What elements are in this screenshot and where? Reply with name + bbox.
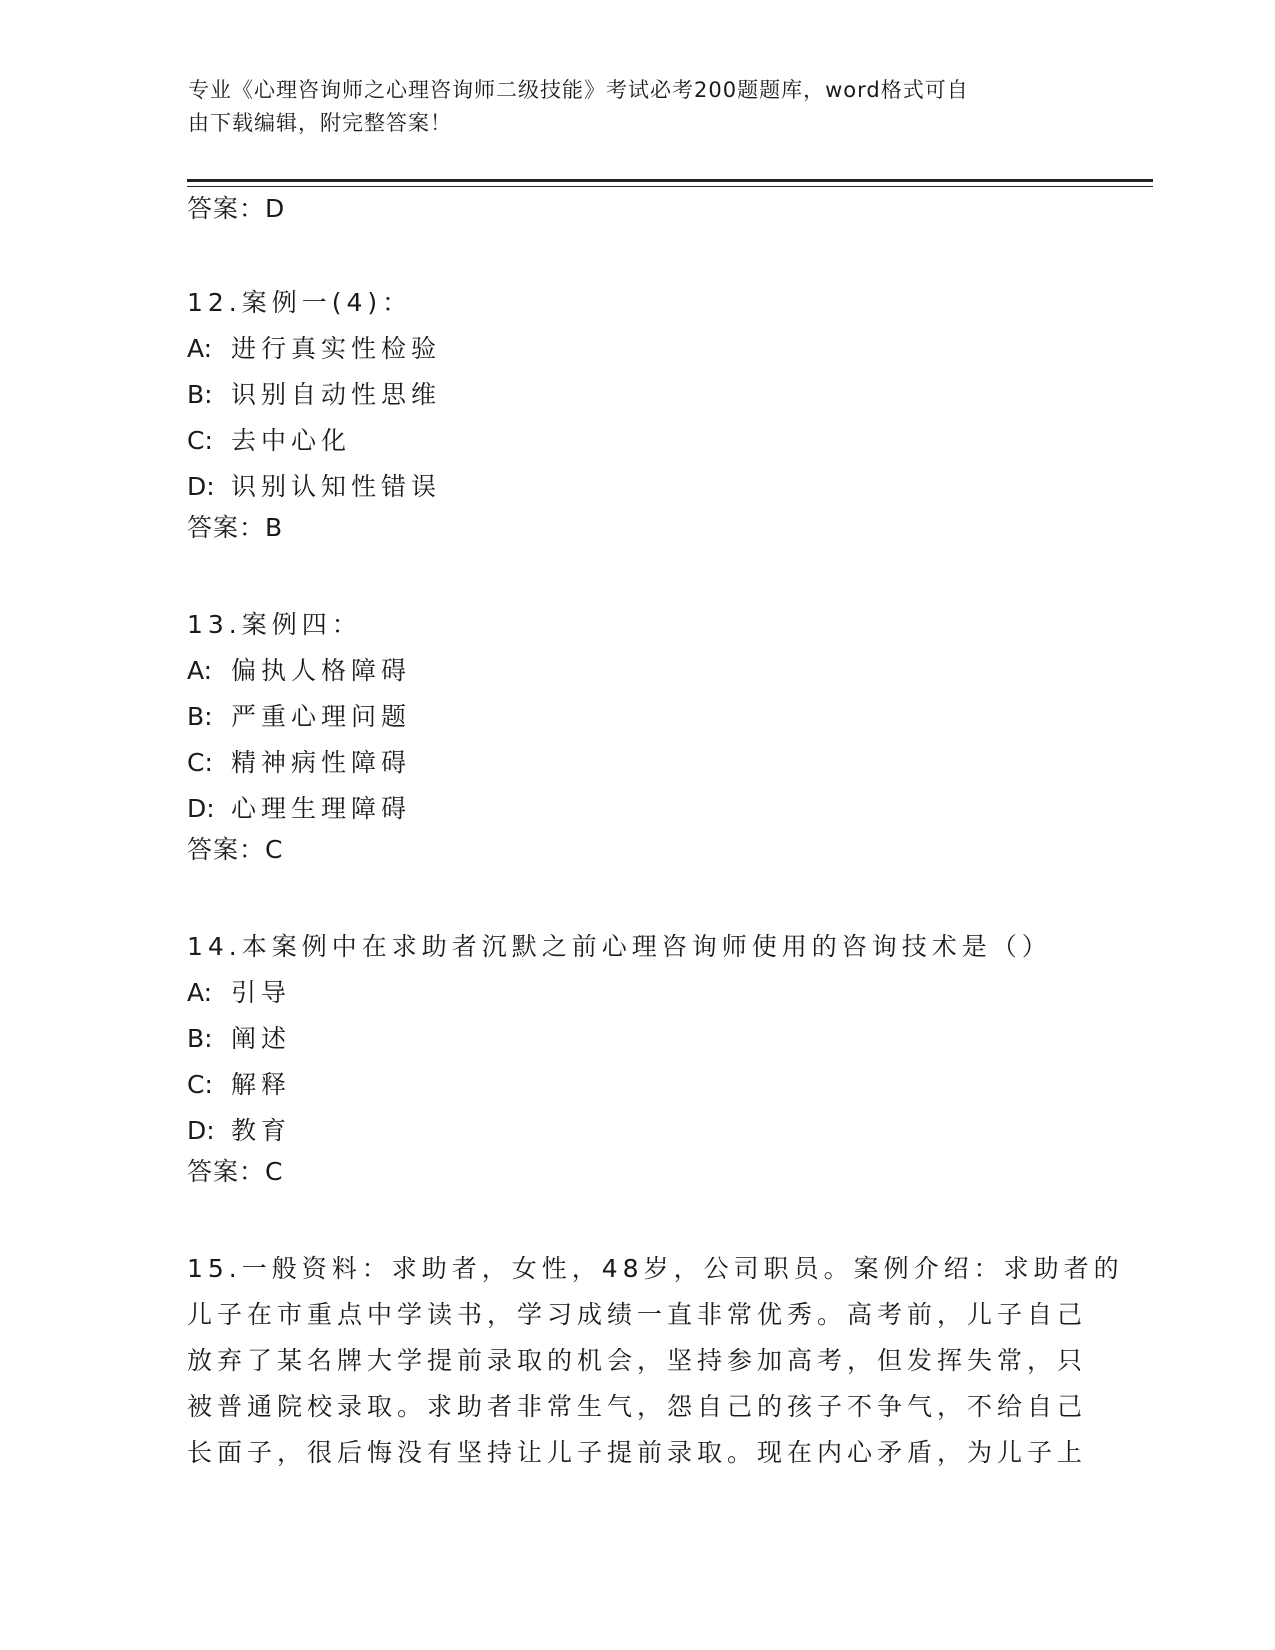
option-key: A: — [187, 656, 213, 685]
option-key: C: — [187, 426, 213, 455]
answer-line: 答案：C — [187, 1157, 284, 1186]
option-key: A: — [187, 978, 213, 1007]
option-a — [187, 970, 1087, 1016]
option-key: D: — [187, 1116, 215, 1145]
option-text: 解释 — [231, 1070, 292, 1099]
option-key: D: — [187, 794, 215, 823]
option-c — [187, 1062, 1087, 1108]
option-key: D: — [187, 472, 215, 501]
option-text: 引导 — [231, 978, 292, 1007]
option-d — [187, 464, 1087, 510]
header-line-2: 由下载编辑，附完整答案！ — [188, 111, 452, 135]
header-line-1: 专业《心理咨询师之心理咨询师二级技能》考试必考200题题库，word格式可自 — [188, 78, 969, 102]
option-text: 心理生理障碍 — [231, 794, 412, 823]
option-b — [187, 694, 1087, 740]
question-13 — [187, 602, 1087, 878]
option-key: C: — [187, 1070, 213, 1099]
header-rule-thick — [187, 179, 1153, 182]
option-b — [187, 372, 1087, 418]
option-text: 进行真实性检验 — [231, 334, 442, 363]
option-c — [187, 418, 1087, 464]
case-line: 儿子在市重点中学读书，学习成绩一直非常优秀。高考前，儿子自己 — [187, 1300, 1088, 1329]
option-a — [187, 648, 1087, 694]
header-rule-thin — [187, 186, 1153, 187]
option-b — [187, 1016, 1087, 1062]
option-text: 阐述 — [231, 1024, 292, 1053]
option-key: A: — [187, 334, 213, 363]
question-15-case — [187, 1246, 1124, 1476]
option-text: 精神病性障碍 — [231, 748, 412, 777]
option-key: B: — [187, 380, 213, 409]
case-line: 被普通院校录取。求助者非常生气，怨自己的孩子不争气，不给自己 — [187, 1392, 1088, 1421]
answer-line: 答案：C — [187, 835, 284, 864]
option-text: 教育 — [231, 1116, 292, 1145]
question-title: 13.案例四： — [187, 610, 362, 639]
option-text: 识别认知性错误 — [231, 472, 442, 501]
option-a — [187, 326, 1087, 372]
case-line: 放弃了某名牌大学提前录取的机会，坚持参加高考，但发挥失常，只 — [187, 1346, 1088, 1375]
option-d — [187, 786, 1087, 832]
question-title: 14.本案例中在求助者沉默之前心理咨询师使用的咨询技术是（） — [187, 932, 1052, 961]
answer-line: 答案：B — [187, 513, 284, 542]
option-c — [187, 740, 1087, 786]
option-key: C: — [187, 748, 213, 777]
question-12 — [187, 280, 1087, 556]
option-key: B: — [187, 702, 213, 731]
option-d — [187, 1108, 1087, 1154]
case-line: 长面子，很后悔没有坚持让儿子提前录取。现在内心矛盾，为儿子上 — [187, 1438, 1088, 1467]
question-14 — [187, 924, 1087, 1200]
option-text: 偏执人格障碍 — [231, 656, 412, 685]
document-header — [188, 74, 1068, 140]
question-title: 12.案例一(4)： — [187, 288, 413, 317]
case-line: 15.一般资料：求助者，女性，48岁，公司职员。案例介绍：求助者的 — [187, 1254, 1124, 1283]
option-text: 识别自动性思维 — [231, 380, 442, 409]
option-key: B: — [187, 1024, 213, 1053]
option-text: 去中心化 — [231, 426, 352, 455]
answer-line: 答案：D — [187, 194, 286, 223]
question-list — [187, 280, 1124, 1476]
option-text: 严重心理问题 — [231, 702, 412, 731]
